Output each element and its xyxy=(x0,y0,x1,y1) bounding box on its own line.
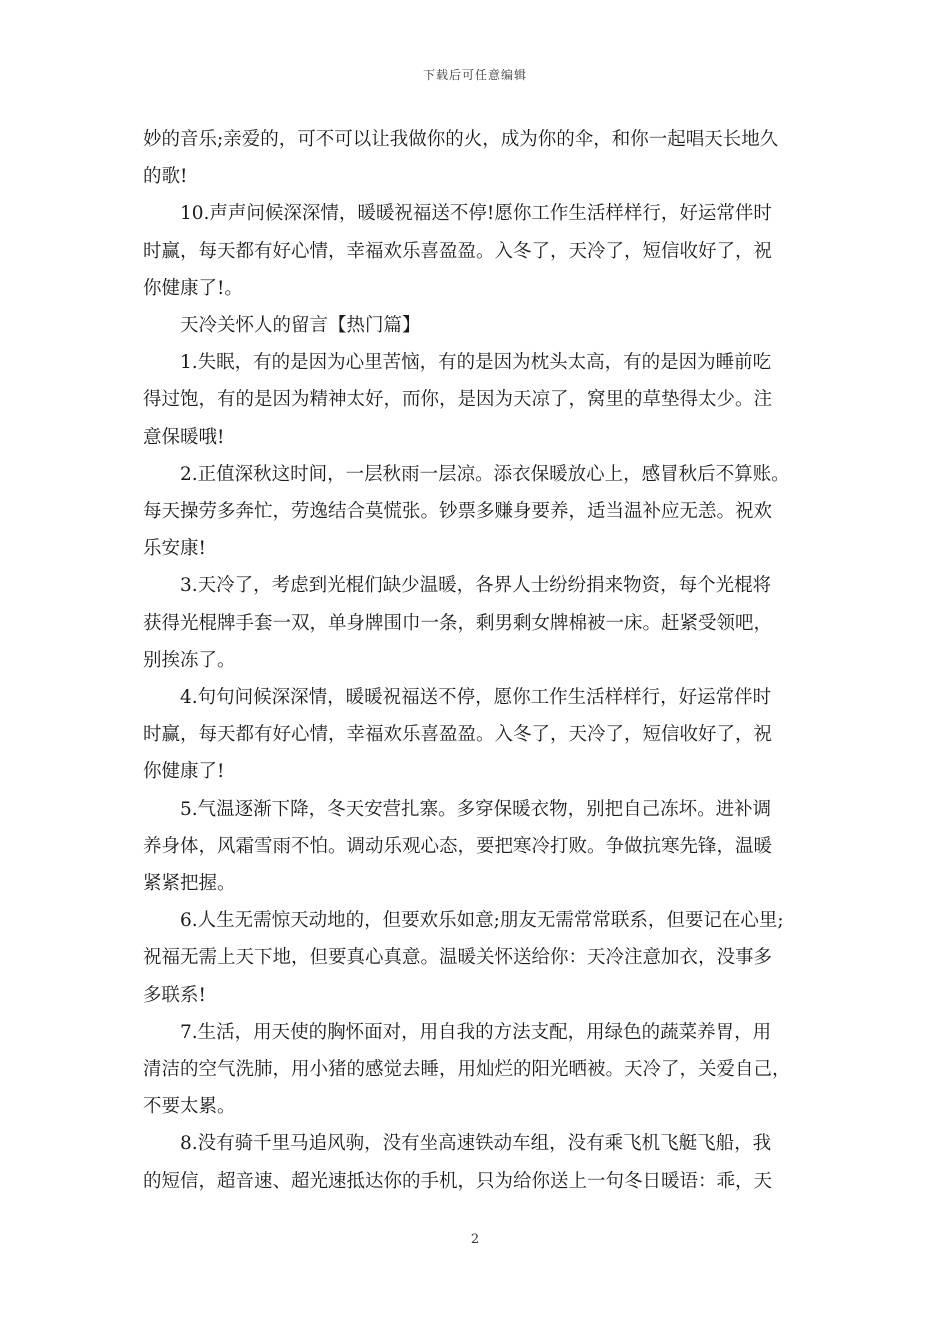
text-line: 养身体，风霜雪雨不怕。调动乐观心态，要把寒冷打败。争做抗寒先锋，温暖 xyxy=(143,835,773,857)
paragraph xyxy=(143,1014,809,1126)
text-line: 祝福无需上天下地，但要真心真意。温暖关怀送给你：天冷注意加衣，没事多 xyxy=(143,947,773,969)
text-line: 多联系! xyxy=(143,984,206,1006)
text-line: 3.天冷了，考虑到光棍们缺少温暖，各界人士纷纷捐来物资，每个光棍将 xyxy=(180,575,772,597)
text-line: 的歌! xyxy=(143,166,188,188)
paragraph xyxy=(143,1125,809,1199)
paragraph xyxy=(143,195,809,307)
text-line: 获得光棍牌手套一双，单身牌围巾一条，剩男剩女牌棉被一床。赶紧受领吧， xyxy=(143,612,773,634)
text-line: 紧紧把握。 xyxy=(143,873,236,895)
text-line: 你健康了! xyxy=(143,761,225,783)
text-line: 1.失眠，有的是因为心里苦恼，有的是因为枕头太高，有的是因为睡前吃 xyxy=(180,352,772,374)
text-line: 时赢，每天都有好心情，幸福欢乐喜盈盈。入冬了，天冷了，短信收好了，祝 xyxy=(143,240,773,262)
text-line: 乐安康! xyxy=(143,538,206,560)
text-line: 别挨冻了。 xyxy=(143,649,236,671)
document-body xyxy=(143,121,809,1200)
paragraph xyxy=(143,121,809,195)
paragraph xyxy=(143,679,809,791)
text-line: 清洁的空气洗肺，用小猪的感觉去睡，用灿烂的阳光晒被。天冷了，关爱自己， xyxy=(143,1059,791,1081)
text-line: 每天操劳多奔忙，劳逸结合莫慌张。钞票多赚身要养，适当温补应无恙。祝欢 xyxy=(143,501,773,523)
paragraph xyxy=(143,791,809,903)
text-line: 妙的音乐;亲爱的，可不可以让我做你的火，成为你的伞，和你一起唱天长地久 xyxy=(143,129,779,150)
text-line: 不要太累。 xyxy=(143,1096,236,1118)
text-line: 10.声声问候深深情，暖暖祝福送不停!愿你工作生活样样行，好运常伴时 xyxy=(180,203,772,225)
text-line: 7.生活，用天使的胸怀面对，用自我的方法支配，用绿色的蔬菜养胃，用 xyxy=(180,1021,772,1043)
paragraph xyxy=(143,567,809,679)
text-line: 时赢，每天都有好心情，幸福欢乐喜盈盈。入冬了，天冷了，短信收好了，祝 xyxy=(143,724,773,746)
paragraph xyxy=(143,456,809,568)
paragraph xyxy=(143,902,809,1014)
page-header: 下载后可任意编辑 xyxy=(422,68,527,82)
text-line: 8.没有骑千里马追风驹，没有坐高速铁动车组，没有乘飞机飞艇飞船，我 xyxy=(180,1133,772,1155)
text-line: 得过饱，有的是因为精神太好，而你，是因为天凉了，窝里的草垫得太少。注 xyxy=(143,389,773,411)
text-line: 2.正值深秋这时间，一层秋雨一层凉。添衣保暖放心上，感冒秋后不算账。 xyxy=(180,463,790,485)
text-line: 5.气温逐渐下降，冬天安营扎寨。多穿保暖衣物，别把自己冻坏。进补调 xyxy=(180,798,772,820)
text-line: 天冷关怀人的留言【热门篇】 xyxy=(180,315,421,337)
page-number: 2 xyxy=(470,1232,480,1247)
paragraph xyxy=(143,344,809,456)
text-line: 6.人生无需惊天动地的，但要欢乐如意;朋友无需常常联系，但要记在心里; xyxy=(180,910,784,932)
text-line: 4.句句问候深深情，暖暖祝福送不停，愿你工作生活样样行，好运常伴时 xyxy=(180,687,772,709)
text-line: 的短信，超音速、超光速抵达你的手机，只为给你送上一句冬日暖语：乖，天 xyxy=(143,1170,773,1192)
text-line: 你健康了!。 xyxy=(143,277,243,299)
text-line: 意保暖哦! xyxy=(143,426,225,448)
section-heading xyxy=(143,307,809,344)
